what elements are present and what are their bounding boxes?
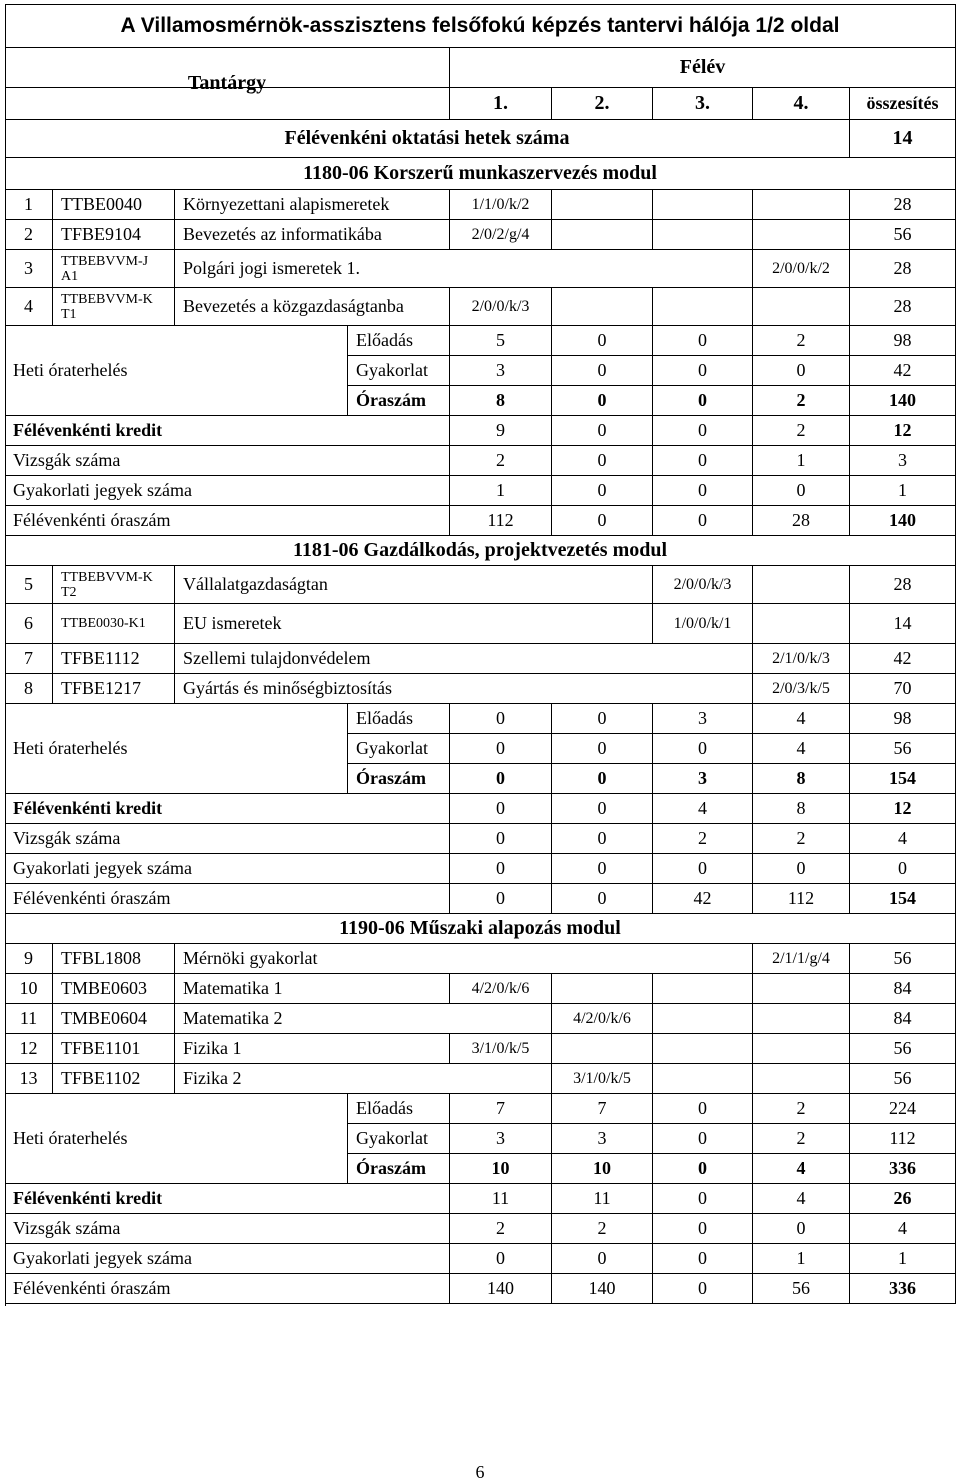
- empty-cell: [552, 974, 653, 1004]
- subject-code: TFBL1808: [53, 944, 175, 974]
- subject-row: [5, 674, 956, 704]
- semester-value: 0: [753, 356, 850, 386]
- page-number: 6: [475, 1462, 485, 1482]
- summary-label: Gyakorlati jegyek száma: [5, 1244, 450, 1274]
- summary-label: Vizsgák száma: [5, 1214, 450, 1244]
- semester-value: 0: [653, 1124, 753, 1154]
- total-value: 56: [850, 734, 956, 764]
- semester-value: 2: [753, 824, 850, 854]
- subject-requirement: 2/0/0/k/2: [753, 250, 850, 288]
- summary-label: Félévenkénti kredit: [5, 416, 450, 446]
- load-type-label: Óraszám: [348, 764, 450, 794]
- module-title: 1180-06 Korszerű munkaszervezés modul: [5, 158, 956, 190]
- subject-number: 3: [5, 250, 53, 288]
- subject-code: TFBE1217: [53, 674, 175, 704]
- summary-row: [5, 1184, 956, 1214]
- subject-row: [5, 566, 956, 604]
- summary-row: [5, 1214, 956, 1244]
- module-title: 1190-06 Műszaki alapozás modul: [5, 914, 956, 944]
- weekly-load-label: Heti óraterhelés: [5, 326, 348, 416]
- semester-value: 3: [552, 1124, 653, 1154]
- semester-column-header: 4.: [753, 88, 850, 120]
- semester-value: 4: [753, 704, 850, 734]
- semester-value: 0: [450, 1244, 552, 1274]
- semester-value: 0: [552, 416, 653, 446]
- subject-requirement: 2/0/2/g/4: [450, 220, 552, 250]
- subject-name: Szellemi tulajdonvédelem: [175, 644, 753, 674]
- summary-row: [5, 884, 956, 914]
- semester-value: 2: [753, 326, 850, 356]
- subject-total: 84: [850, 974, 956, 1004]
- empty-cell: [552, 220, 653, 250]
- semester-value: 10: [552, 1154, 653, 1184]
- summary-label: Félévenkénti kredit: [5, 794, 450, 824]
- summary-label: Félévenkénti óraszám: [5, 506, 450, 536]
- semester-value: 1: [450, 476, 552, 506]
- empty-cell: [753, 220, 850, 250]
- weeks-label: Félévenkéni oktatási hetek száma: [5, 120, 850, 158]
- semester-value: 0: [552, 326, 653, 356]
- subject-total: 56: [850, 1064, 956, 1094]
- subject-name: Matematika 2: [175, 1004, 552, 1034]
- subject-number: 6: [5, 604, 53, 644]
- subject-number: 9: [5, 944, 53, 974]
- subject-requirement: 2/0/0/k/3: [653, 566, 753, 604]
- semester-value: 4: [653, 794, 753, 824]
- summary-row: [5, 446, 956, 476]
- semester-value: 7: [552, 1094, 653, 1124]
- semester-value: 0: [552, 386, 653, 416]
- semester-value: 0: [552, 854, 653, 884]
- subject-requirement: 1/1/0/k/2: [450, 190, 552, 220]
- subject-row: [5, 1004, 956, 1034]
- subject-total: 14: [850, 604, 956, 644]
- semester-value: 2: [753, 1094, 850, 1124]
- total-column-header: összesítés: [850, 88, 956, 120]
- total-value: 224: [850, 1094, 956, 1124]
- subject-number: 2: [5, 220, 53, 250]
- subject-total: 28: [850, 566, 956, 604]
- subject-row: [5, 944, 956, 974]
- total-value: 12: [850, 416, 956, 446]
- total-value: 154: [850, 884, 956, 914]
- empty-cell: [753, 604, 850, 644]
- semester-value: 42: [653, 884, 753, 914]
- subject-number: 12: [5, 1034, 53, 1064]
- summary-row: [5, 506, 956, 536]
- subject-number: 10: [5, 974, 53, 1004]
- empty-cell: [653, 1034, 753, 1064]
- semester-value: 0: [552, 1244, 653, 1274]
- subject-number: 8: [5, 674, 53, 704]
- empty-cell: [653, 190, 753, 220]
- semester-value: 0: [552, 764, 653, 794]
- load-type-label: Gyakorlat: [348, 734, 450, 764]
- subject-requirement: 4/2/0/k/6: [552, 1004, 653, 1034]
- total-value: 1: [850, 1244, 956, 1274]
- empty-cell: [753, 566, 850, 604]
- title-row: [5, 4, 956, 48]
- empty-cell: [653, 288, 753, 326]
- semester-value: 0: [653, 356, 753, 386]
- subject-row: [5, 604, 956, 644]
- total-value: 154: [850, 764, 956, 794]
- subject-number: 13: [5, 1064, 53, 1094]
- semester-header: Félév: [450, 48, 956, 88]
- subject-code: TFBE1112: [53, 644, 175, 674]
- semester-value: 0: [653, 1244, 753, 1274]
- subject-name: Gyártás és minőségbiztosítás: [175, 674, 753, 704]
- semester-value: 28: [753, 506, 850, 536]
- semester-value: 0: [450, 704, 552, 734]
- semester-value: 9: [450, 416, 552, 446]
- subject-row: [5, 1064, 956, 1094]
- summary-label: Félévenkénti óraszám: [5, 884, 450, 914]
- semester-value: 0: [653, 1274, 753, 1304]
- semester-column-header: 2.: [552, 88, 653, 120]
- semester-value: 2: [653, 824, 753, 854]
- summary-label: Gyakorlati jegyek száma: [5, 854, 450, 884]
- load-type-label: Előadás: [348, 1094, 450, 1124]
- total-value: 336: [850, 1274, 956, 1304]
- subject-code: TTBEBVVM-KT2: [53, 566, 175, 604]
- semester-value: 0: [552, 446, 653, 476]
- semester-value: 140: [450, 1274, 552, 1304]
- subject-code: TFBE9104: [53, 220, 175, 250]
- subject-requirement: 2/1/0/k/3: [753, 644, 850, 674]
- semester-value: 11: [450, 1184, 552, 1214]
- semester-value: 8: [753, 764, 850, 794]
- module-title: 1181-06 Gazdálkodás, projektvezetés modul: [5, 536, 956, 566]
- subject-name: EU ismeretek: [175, 604, 653, 644]
- semester-column-header: 3.: [653, 88, 753, 120]
- semester-value: 0: [653, 1184, 753, 1214]
- empty-cell: [653, 974, 753, 1004]
- subject-code: TMBE0604: [53, 1004, 175, 1034]
- semester-value: 4: [753, 734, 850, 764]
- semester-value: 0: [552, 794, 653, 824]
- subject-number: 11: [5, 1004, 53, 1034]
- semester-value: 112: [753, 884, 850, 914]
- subject-name: Matematika 1: [175, 974, 450, 1004]
- empty-cell: [753, 288, 850, 326]
- subject-total: 42: [850, 644, 956, 674]
- semester-value: 0: [653, 1094, 753, 1124]
- subject-code: TFBE1102: [53, 1064, 175, 1094]
- subject-name: Mérnöki gyakorlat: [175, 944, 753, 974]
- subject-requirement: 4/2/0/k/6: [450, 974, 552, 1004]
- header-row-2: [5, 88, 956, 120]
- subject-number: 1: [5, 190, 53, 220]
- semester-value: 0: [653, 326, 753, 356]
- subject-requirement: 1/0/0/k/1: [653, 604, 753, 644]
- empty-cell: [753, 1034, 850, 1064]
- subject-name: Fizika 1: [175, 1034, 450, 1064]
- total-value: 98: [850, 704, 956, 734]
- load-type-label: Óraszám: [348, 386, 450, 416]
- subject-name: Környezettani alapismeretek: [175, 190, 450, 220]
- subject-row: [5, 1034, 956, 1064]
- load-type-label: Előadás: [348, 704, 450, 734]
- summary-label: Félévenkénti óraszám: [5, 1274, 450, 1304]
- load-type-label: Gyakorlat: [348, 1124, 450, 1154]
- semester-value: 0: [653, 386, 753, 416]
- semester-value: 0: [653, 476, 753, 506]
- semester-value: 0: [552, 506, 653, 536]
- semester-value: 0: [552, 476, 653, 506]
- empty-cell: [552, 1034, 653, 1064]
- total-value: 42: [850, 356, 956, 386]
- summary-label: Gyakorlati jegyek száma: [5, 476, 450, 506]
- module-header-row: [5, 914, 956, 944]
- summary-row: [5, 416, 956, 446]
- semester-value: 4: [753, 1154, 850, 1184]
- subject-total: 56: [850, 944, 956, 974]
- empty-cell: [552, 190, 653, 220]
- semester-value: 0: [653, 1214, 753, 1244]
- semester-value: 3: [653, 764, 753, 794]
- semester-value: 11: [552, 1184, 653, 1214]
- semester-value: 0: [552, 734, 653, 764]
- summary-label: Vizsgák száma: [5, 446, 450, 476]
- semester-value: 0: [450, 824, 552, 854]
- total-value: 4: [850, 1214, 956, 1244]
- semester-value: 0: [753, 476, 850, 506]
- summary-row: [5, 794, 956, 824]
- semester-value: 3: [450, 356, 552, 386]
- semester-value: 3: [450, 1124, 552, 1154]
- semester-value: 2: [753, 1124, 850, 1154]
- module-header-row: [5, 158, 956, 190]
- semester-column-header: 1.: [450, 88, 552, 120]
- semester-value: 7: [450, 1094, 552, 1124]
- semester-value: 0: [450, 734, 552, 764]
- subject-header: Tantárgy: [5, 48, 450, 120]
- empty-cell: [753, 1064, 850, 1094]
- semester-value: 0: [653, 446, 753, 476]
- subject-requirement: 2/1/1/g/4: [753, 944, 850, 974]
- subject-requirement: 3/1/0/k/5: [552, 1064, 653, 1094]
- total-value: 140: [850, 506, 956, 536]
- semester-value: 10: [450, 1154, 552, 1184]
- semester-value: 0: [450, 764, 552, 794]
- summary-label: Vizsgák száma: [5, 824, 450, 854]
- subject-name: Vállalatgazdaságtan: [175, 566, 653, 604]
- summary-label: Félévenkénti kredit: [5, 1184, 450, 1214]
- empty-cell: [653, 220, 753, 250]
- subject-name: Polgári jogi ismeretek 1.: [175, 250, 753, 288]
- subject-total: 70: [850, 674, 956, 704]
- page-title: A Villamosmérnök-asszisztens felsőfokú képzés tantervi hálója 1/2 oldal: [5, 4, 956, 48]
- summary-row: [5, 1244, 956, 1274]
- semester-value: 8: [450, 386, 552, 416]
- semester-value: 2: [753, 386, 850, 416]
- semester-value: 0: [653, 854, 753, 884]
- total-value: 12: [850, 794, 956, 824]
- subject-row: [5, 190, 956, 220]
- total-value: 140: [850, 386, 956, 416]
- subject-row: [5, 644, 956, 674]
- semester-value: 0: [450, 884, 552, 914]
- total-value: 112: [850, 1124, 956, 1154]
- semester-value: 1: [753, 1244, 850, 1274]
- subject-total: 28: [850, 288, 956, 326]
- semester-value: 3: [653, 704, 753, 734]
- total-value: 3: [850, 446, 956, 476]
- empty-cell: [753, 1004, 850, 1034]
- subject-number: 5: [5, 566, 53, 604]
- summary-row: [5, 824, 956, 854]
- empty-cell: [753, 190, 850, 220]
- subject-requirement: 2/0/0/k/3: [450, 288, 552, 326]
- subject-code: TTBE0030-K1: [53, 604, 175, 644]
- semester-value: 0: [450, 794, 552, 824]
- load-type-label: Előadás: [348, 326, 450, 356]
- weekly-load-label: Heti óraterhelés: [5, 704, 348, 794]
- subject-requirement: 2/0/3/k/5: [753, 674, 850, 704]
- subject-total: 28: [850, 190, 956, 220]
- weeks-row: [5, 120, 956, 158]
- semester-value: 0: [552, 356, 653, 386]
- semester-value: 0: [450, 854, 552, 884]
- subject-total: 56: [850, 220, 956, 250]
- summary-row: [5, 476, 956, 506]
- semester-value: 5: [450, 326, 552, 356]
- semester-value: 8: [753, 794, 850, 824]
- semester-value: 2: [753, 416, 850, 446]
- header-row-1: [5, 48, 956, 94]
- semester-value: 0: [653, 506, 753, 536]
- semester-value: 56: [753, 1274, 850, 1304]
- weeks-value: 14: [850, 120, 956, 158]
- subject-row: [5, 250, 956, 288]
- semester-value: 0: [753, 1214, 850, 1244]
- semester-value: 2: [450, 446, 552, 476]
- total-value: 26: [850, 1184, 956, 1214]
- semester-value: 0: [653, 416, 753, 446]
- total-value: 336: [850, 1154, 956, 1184]
- subject-number: 7: [5, 644, 53, 674]
- subject-row: [5, 974, 956, 1004]
- summary-row: [5, 854, 956, 884]
- total-value: 1: [850, 476, 956, 506]
- empty-cell: [653, 1064, 753, 1094]
- total-value: 98: [850, 326, 956, 356]
- subject-requirement: 3/1/0/k/5: [450, 1034, 552, 1064]
- semester-value: 2: [552, 1214, 653, 1244]
- subject-number: 4: [5, 288, 53, 326]
- empty-cell: [552, 288, 653, 326]
- empty-cell: [653, 1004, 753, 1034]
- subject-total: 84: [850, 1004, 956, 1034]
- subject-row: [5, 288, 956, 326]
- semester-value: 4: [753, 1184, 850, 1214]
- load-type-label: Gyakorlat: [348, 356, 450, 386]
- subject-name: Bevezetés az informatikába: [175, 220, 450, 250]
- empty-cell: [753, 974, 850, 1004]
- semester-value: 140: [552, 1274, 653, 1304]
- curriculum-table: [5, 4, 956, 1306]
- subject-code: TMBE0603: [53, 974, 175, 1004]
- semester-value: 0: [552, 704, 653, 734]
- subject-name: Bevezetés a közgazdaságtanba: [175, 288, 450, 326]
- subject-code: TTBE0040: [53, 190, 175, 220]
- semester-value: 0: [653, 734, 753, 764]
- semester-value: 112: [450, 506, 552, 536]
- semester-value: 0: [753, 854, 850, 884]
- subject-total: 28: [850, 250, 956, 288]
- module-header-row: [5, 536, 956, 566]
- semester-value: 1: [753, 446, 850, 476]
- semester-value: 2: [450, 1214, 552, 1244]
- subject-total: 56: [850, 1034, 956, 1064]
- semester-value: 0: [552, 824, 653, 854]
- total-value: 4: [850, 824, 956, 854]
- weekly-load-label: Heti óraterhelés: [5, 1094, 348, 1184]
- total-value: 0: [850, 854, 956, 884]
- subject-row: [5, 220, 956, 250]
- subject-code: TTBEBVVM-KT1: [53, 288, 175, 326]
- semester-value: 0: [653, 1154, 753, 1184]
- subject-name: Fizika 2: [175, 1064, 552, 1094]
- subject-code: TFBE1101: [53, 1034, 175, 1064]
- subject-code: TTBEBVVM-JA1: [53, 250, 175, 288]
- semester-value: 0: [552, 884, 653, 914]
- summary-row: [5, 1274, 956, 1304]
- load-type-label: Óraszám: [348, 1154, 450, 1184]
